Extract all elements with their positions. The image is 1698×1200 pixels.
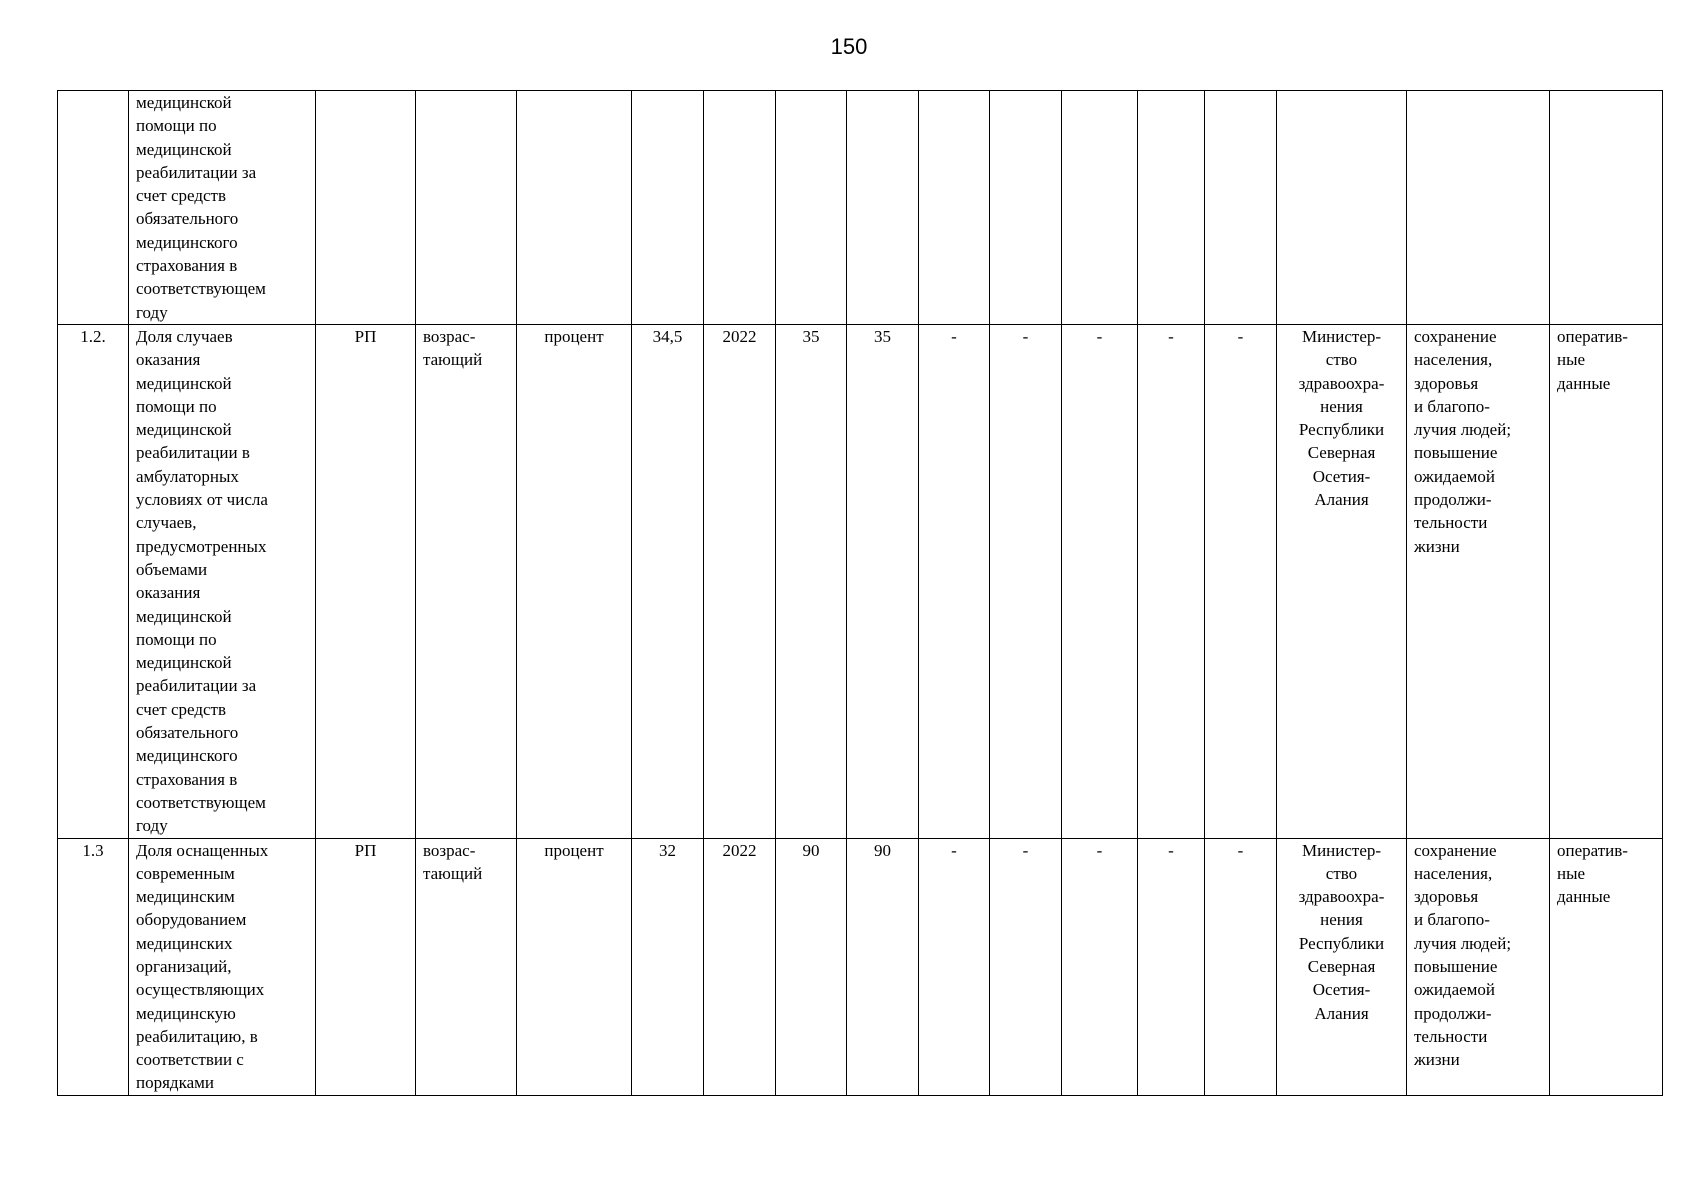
goal-cell: сохранение населения, здоровья и благопо- лучия людей; повышение ожидаемой продолжи- тельности жизни — [1407, 838, 1550, 1095]
value-cell — [919, 91, 990, 325]
value-cell — [847, 91, 919, 325]
unit-cell — [517, 91, 632, 325]
responsible-cell — [1277, 91, 1407, 325]
value-cell: - — [990, 324, 1062, 838]
responsible-cell: Министер- ство здравоохра- нения Республики Северная Осетия- Алания — [1277, 324, 1407, 838]
value-cell: 90 — [847, 838, 919, 1095]
info-system-cell — [1550, 91, 1663, 325]
value-cell — [990, 91, 1062, 325]
indicator-name-cell: медицинской помощи по медицинской реабилитации за счет средств обязательного медицинского страхования в соответствующем году — [129, 91, 316, 325]
value-cell: - — [1205, 324, 1277, 838]
trend-cell: возрас- тающий — [416, 838, 517, 1095]
value-cell: - — [919, 838, 990, 1095]
row-number-cell — [58, 91, 129, 325]
trend-cell — [416, 91, 517, 325]
value-cell: - — [1062, 838, 1138, 1095]
base-year-cell: 2022 — [704, 838, 776, 1095]
value-cell: - — [990, 838, 1062, 1095]
responsible-cell: Министер- ство здравоохра- нения Республики Северная Осетия- Алания — [1277, 838, 1407, 1095]
value-cell: 35 — [776, 324, 847, 838]
unit-cell: процент — [517, 838, 632, 1095]
value-cell: 35 — [847, 324, 919, 838]
value-cell: - — [1062, 324, 1138, 838]
value-cell — [776, 91, 847, 325]
base-value-cell: 32 — [632, 838, 704, 1095]
value-cell — [1138, 91, 1205, 325]
indicator-name-cell: Доля оснащенных современным медицинским оборудованием медицинских организаций, осуществляющих медицинскую реабилитацию, в соответствии с порядками — [129, 838, 316, 1095]
info-system-cell: оператив- ные данные — [1550, 324, 1663, 838]
value-cell: - — [1205, 838, 1277, 1095]
unit-cell: процент — [517, 324, 632, 838]
value-cell: - — [1138, 838, 1205, 1095]
source-cell — [316, 91, 416, 325]
value-cell — [1205, 91, 1277, 325]
goal-cell — [1407, 91, 1550, 325]
source-cell: РП — [316, 838, 416, 1095]
indicator-name-cell: Доля случаев оказания медицинской помощи по медицинской реабилитации в амбулаторных условиях от числа случаев, предусмотренных объемами оказания медицинской помощи по медицинской реабилитации за счет средств обязательного медицинского страхования в соответствующем году — [129, 324, 316, 838]
table-row — [58, 91, 1663, 325]
trend-cell: возрас- тающий — [416, 324, 517, 838]
row-number-cell: 1.3 — [58, 838, 129, 1095]
base-value-cell: 34,5 — [632, 324, 704, 838]
info-system-cell: оператив- ные данные — [1550, 838, 1663, 1095]
value-cell — [1062, 91, 1138, 325]
base-year-cell: 2022 — [704, 324, 776, 838]
base-year-cell — [704, 91, 776, 325]
value-cell: - — [919, 324, 990, 838]
indicators-table — [57, 90, 1663, 1096]
base-value-cell — [632, 91, 704, 325]
value-cell: - — [1138, 324, 1205, 838]
source-cell: РП — [316, 324, 416, 838]
table-row — [58, 324, 1663, 838]
table-row — [58, 838, 1663, 1095]
goal-cell: сохранение населения, здоровья и благопо- лучия людей; повышение ожидаемой продолжи- тельности жизни — [1407, 324, 1550, 838]
row-number-cell: 1.2. — [58, 324, 129, 838]
page-number: 150 — [830, 34, 868, 59]
value-cell: 90 — [776, 838, 847, 1095]
